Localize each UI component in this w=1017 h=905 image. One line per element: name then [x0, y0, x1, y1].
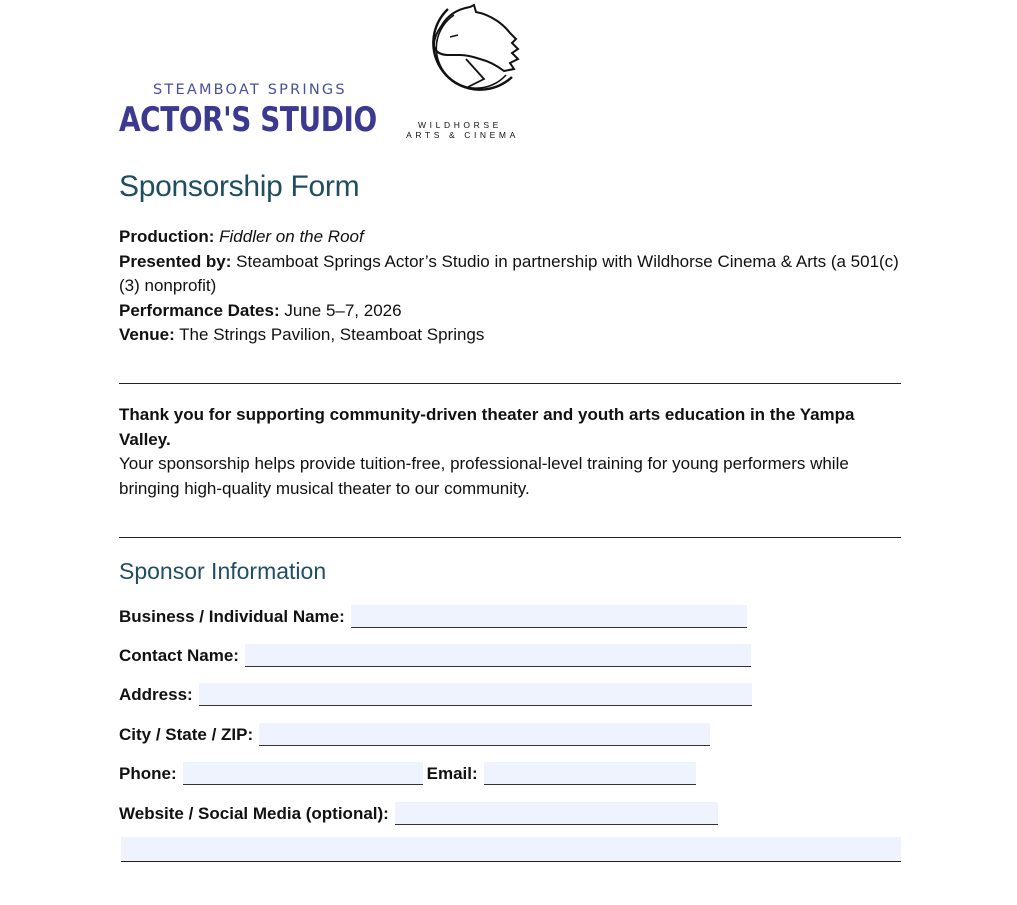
studio-logo-subtitle: STEAMBOAT SPRINGS	[153, 82, 347, 98]
contact-name-label: Contact Name:	[119, 646, 239, 665]
studio-logo-wordmark: ACTOR'S STUDIO	[119, 100, 377, 140]
business-name-row	[119, 602, 747, 628]
sponsor-info-heading: Sponsor Information	[119, 558, 327, 584]
contact-name-row	[119, 641, 751, 667]
thank-you-body: Your sponsorship helps provide tuition-free, professional-level training for young performers while bringing high-quality musical theater to our community.	[119, 454, 849, 498]
actors-studio-logo	[119, 80, 379, 142]
phone-email-row	[119, 759, 696, 785]
production-line	[119, 225, 909, 250]
address-field[interactable]	[199, 683, 752, 706]
address-row	[119, 680, 752, 706]
email-label: Email:	[426, 764, 478, 783]
production-label: Production:	[119, 227, 215, 246]
divider	[119, 537, 901, 538]
venue-value: The Strings Pavilion, Steamboat Springs	[179, 325, 485, 345]
business-name-field[interactable]	[351, 605, 747, 628]
presented-by-line	[119, 250, 909, 299]
additional-line-field[interactable]	[121, 837, 901, 862]
contact-name-field[interactable]	[245, 644, 751, 667]
website-label: Website / Social Media (optional):	[119, 804, 389, 823]
performance-dates-value: June 5–7, 2026	[284, 300, 402, 320]
production-value: Fiddler on the Roof	[219, 227, 364, 246]
city-state-zip-row	[119, 720, 710, 746]
thank-you-headline: Thank you for supporting community-driven theater and youth arts education in the Yampa Valley.	[119, 405, 855, 449]
horse-head-icon	[404, 3, 529, 111]
city-state-zip-label: City / State / ZIP:	[119, 725, 254, 744]
performance-dates-line	[119, 299, 909, 324]
phone-field[interactable]	[183, 762, 423, 785]
thank-you-section	[119, 403, 909, 501]
address-label: Address:	[119, 685, 193, 704]
phone-label: Phone:	[119, 764, 177, 783]
website-field[interactable]	[395, 802, 718, 825]
venue-line	[119, 323, 909, 348]
wildhorse-logo-name: WILDHORSE	[418, 120, 502, 130]
page-title: Sponsorship Form	[119, 170, 360, 203]
city-state-zip-field[interactable]	[259, 723, 710, 746]
divider	[119, 383, 901, 384]
wildhorse-logo-tagline: ARTS & CINEMA	[406, 130, 519, 140]
business-name-label: Business / Individual Name:	[119, 607, 345, 626]
production-info	[119, 225, 909, 348]
presented-by-label: Presented by:	[119, 251, 232, 271]
email-field[interactable]	[484, 762, 696, 785]
presented-by-value: Steamboat Springs Actor’s Studio in partnership with Wildhorse Cinema & Arts (a 501(c)(3) nonprofit)	[119, 251, 899, 296]
performance-dates-label: Performance Dates:	[119, 300, 280, 320]
venue-label: Venue:	[119, 325, 175, 345]
wildhorse-logo	[390, 3, 540, 143]
website-row	[119, 799, 718, 825]
